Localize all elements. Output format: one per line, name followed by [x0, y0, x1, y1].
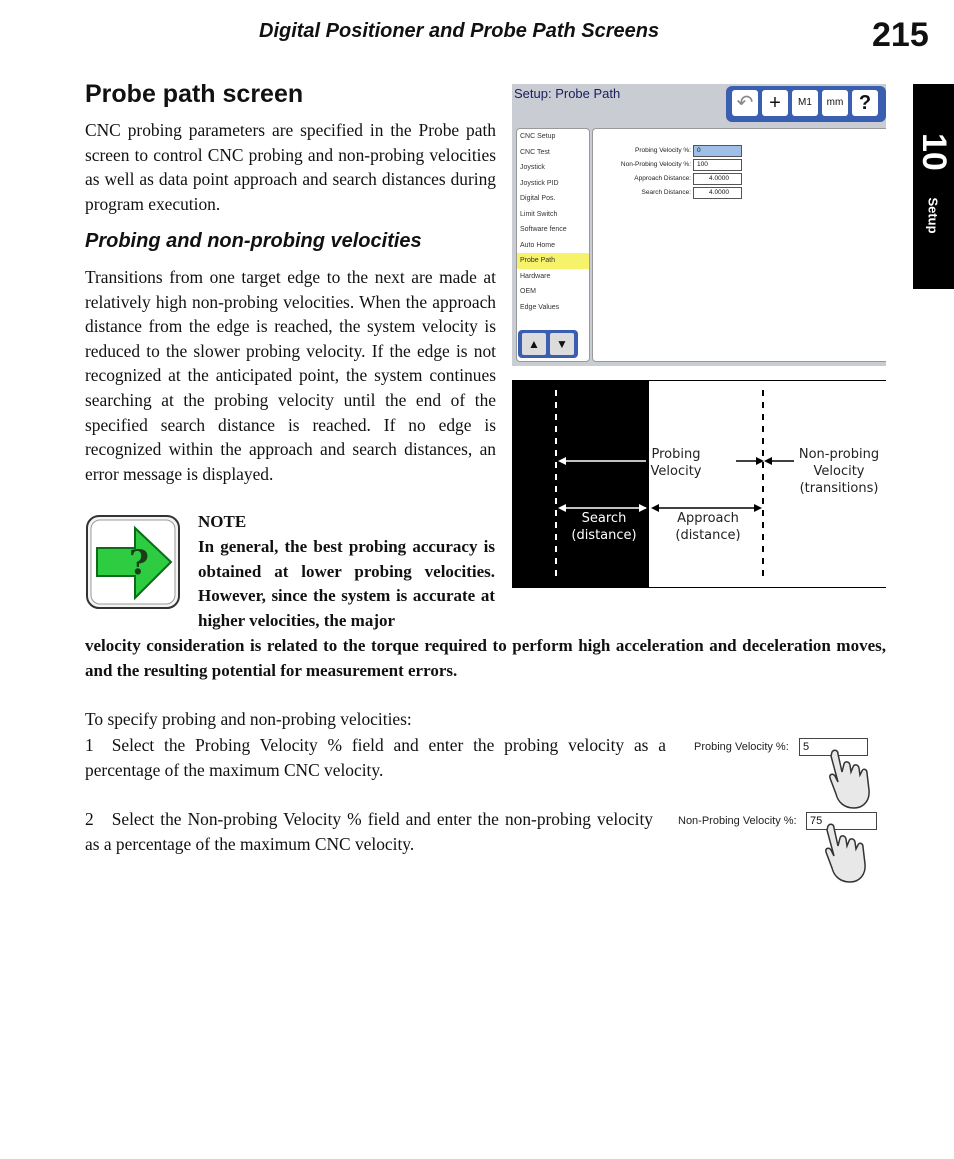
- menu-item-auto-home[interactable]: Auto Home: [520, 241, 556, 249]
- field-non-probing-velocity: Non-Probing Velocity %: 100: [593, 159, 743, 171]
- menu-item-hardware[interactable]: Hardware: [520, 272, 551, 280]
- probe-path-screenshot: [512, 84, 886, 366]
- velocities-paragraph: Transitions from one target edge to the next are made at relatively high non-probing velocities. When the approach distance from the edge is reached, the system velocity is reduced to the slower probing velocity. If the edge is not recognized at the anticipated point, the system continues searching at the probing velocity until the end of the specified search distance is reached. If no edge is recognized within the approach and search distances, an error message is displayed.: [85, 267, 496, 484]
- menu-item-software-fence[interactable]: Software fence: [520, 226, 567, 233]
- note-body-full: velocity consideration is related to the torque required to perform high acceleration and deceleration moves, and the resulting potential for measurement errors.: [85, 636, 886, 680]
- up-arrow-button[interactable]: ▲: [522, 333, 546, 355]
- approach-distance-label: Approach (distance): [675, 511, 741, 543]
- menu-item-edge-values[interactable]: Edge Values: [520, 303, 560, 311]
- field-search-distance: Search Distance: 4.0000: [593, 187, 743, 199]
- pointing-hand-icon: [818, 822, 874, 884]
- screen-toolbar: [726, 86, 886, 122]
- menu-item-cnc-test[interactable]: CNC Test: [520, 148, 550, 156]
- menu-item-probe-path[interactable]: Probe Path: [517, 253, 589, 269]
- probe-path-fields: [592, 128, 886, 362]
- chapter-tab: [913, 84, 954, 289]
- setup-menu: [516, 128, 590, 362]
- note-body-wrapped: In general, the best probing accuracy is obtained at lower probing velocities. However, since the system is accurate at higher velocities, the major: [198, 537, 495, 630]
- page-number: 215: [872, 16, 929, 54]
- mm-button[interactable]: mm: [822, 90, 848, 116]
- note-title: NOTE: [198, 512, 247, 531]
- svg-text:?: ?: [129, 543, 149, 583]
- menu-item-cnc-setup[interactable]: CNC Setup: [520, 133, 556, 140]
- menu-item-joystick[interactable]: Joystick: [520, 164, 545, 171]
- menu-item-joystick-pid[interactable]: Joystick PID: [520, 179, 559, 187]
- down-arrow-button[interactable]: ▼: [550, 333, 574, 355]
- search-distance-label: Search (distance): [571, 511, 637, 543]
- menu-item-oem[interactable]: OEM: [520, 288, 536, 295]
- help-button[interactable]: ?: [852, 90, 878, 116]
- chapter-label: Setup: [925, 197, 941, 234]
- step-2: 2 Select the Non-probing Velocity % field and enter the non-probing velocity as a percentage of the maximum CNC velocity.: [85, 809, 653, 854]
- running-head: Digital Positioner and Probe Path Screens: [259, 20, 660, 42]
- subsection-title: Probing and non-probing velocities: [85, 230, 422, 252]
- menu-item-limit-switch[interactable]: Limit Switch: [520, 210, 558, 218]
- field-probing-velocity: Probing Velocity %: 0: [593, 145, 743, 157]
- non-probing-velocity-figure: Non-Probing Velocity %: 75: [678, 812, 884, 884]
- note-arrow-icon: [85, 514, 181, 610]
- menu-nav: [518, 330, 578, 358]
- screen-title: Setup: Probe Path: [514, 86, 621, 101]
- procedure-intro: To specify probing and non-probing velocities:: [85, 709, 412, 729]
- section-title: Probe path screen: [85, 80, 304, 108]
- velocity-distance-diagram: [512, 380, 886, 588]
- non-probing-velocity-label: Non-probing Velocity (transitions): [798, 447, 880, 496]
- menu-item-digital-pos[interactable]: Digital Pos.: [520, 195, 556, 202]
- undo-icon[interactable]: ↶: [732, 90, 758, 116]
- probing-velocity-label: Probing Velocity: [650, 447, 702, 479]
- chapter-number: 10: [915, 133, 953, 171]
- step-1: 1 Select the Probing Velocity % field and enter the probing velocity as a percentage of the maximum CNC velocity.: [85, 735, 666, 780]
- probing-velocity-figure: Probing Velocity %: 5: [694, 738, 884, 810]
- intro-paragraph: CNC probing parameters are specified in the Probe path screen to control CNC probing and non-probing velocities as well as data point approach and search distances during program execution.: [85, 120, 496, 214]
- pointing-hand-icon: [822, 748, 878, 810]
- m1-button[interactable]: M1: [792, 90, 818, 116]
- plus-button[interactable]: +: [762, 90, 788, 116]
- field-approach-distance: Approach Distance: 4.0000: [593, 173, 743, 185]
